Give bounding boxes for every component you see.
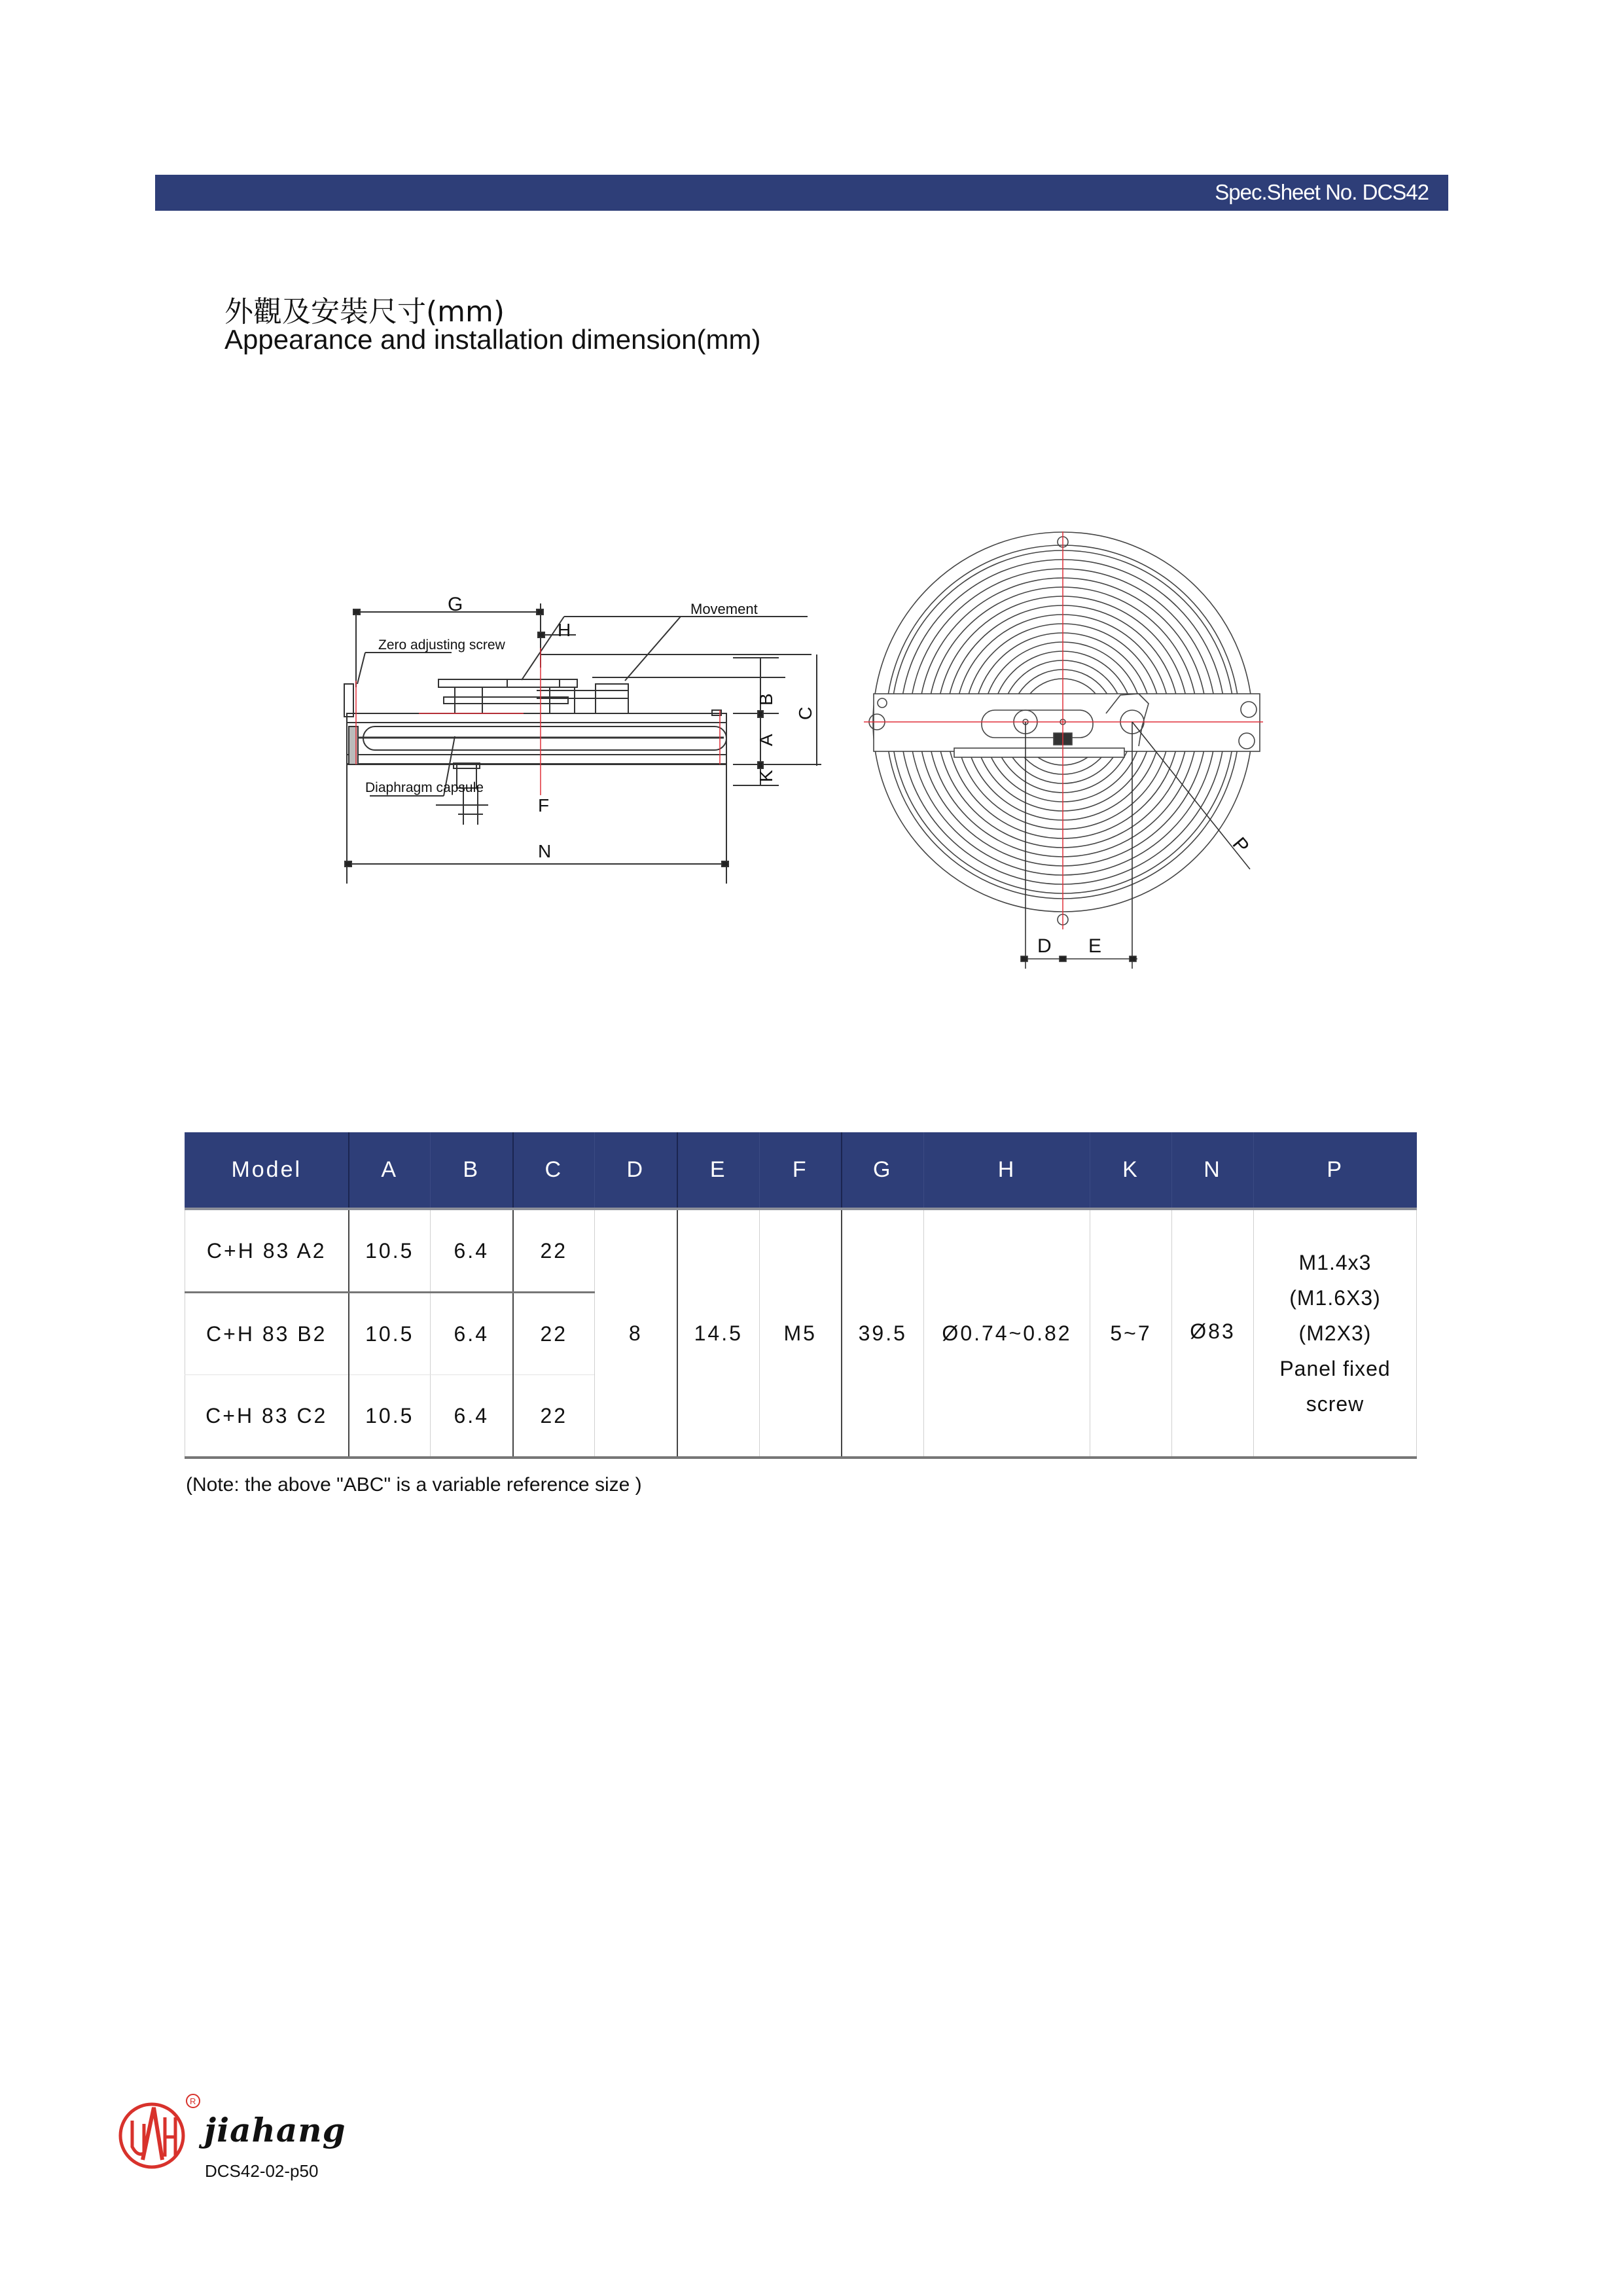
table-row: [185, 1209, 1417, 1293]
col-header-f: F: [760, 1132, 842, 1209]
cell-b: 6.4: [431, 1293, 513, 1375]
cell-f: M5: [760, 1209, 842, 1458]
label-e: E: [1088, 935, 1102, 957]
col-header-n: N: [1172, 1132, 1254, 1209]
cell-b: 6.4: [431, 1375, 513, 1458]
dimension-drawing: [0, 0, 1623, 1047]
cell-a: 10.5: [349, 1375, 431, 1458]
col-header-k: K: [1090, 1132, 1172, 1209]
cell-a: 10.5: [349, 1293, 431, 1375]
cell-p-line: (M2X3): [1298, 1321, 1372, 1345]
label-a: A: [756, 734, 776, 746]
col-header-d: D: [595, 1132, 677, 1209]
label-n: N: [538, 841, 552, 861]
document-code: DCS42-02-p50: [205, 2161, 319, 2181]
cell-p-line: M1.4x3: [1298, 1251, 1372, 1274]
label-b: B: [756, 693, 776, 706]
col-header-p: P: [1254, 1132, 1417, 1209]
cell-p: [1254, 1209, 1417, 1458]
col-header-model: Model: [185, 1132, 349, 1209]
label-h: H: [558, 620, 571, 640]
svg-text:R: R: [190, 2096, 196, 2106]
col-header-g: G: [842, 1132, 924, 1209]
label-d: D: [1037, 935, 1052, 957]
table-note: (Note: the above "ABC" is a variable reference size ): [186, 1474, 642, 1496]
brand-name: jiahang: [204, 2111, 346, 2149]
cell-p-line: (M1.6X3): [1289, 1286, 1381, 1310]
table-header-row: [185, 1132, 1417, 1209]
cell-g: 39.5: [842, 1209, 924, 1458]
section-title-chinese: 外觀及安裝尺寸(mm): [224, 295, 505, 329]
spec-table: [185, 1132, 1417, 1459]
label-zero-screw: Zero adjusting screw: [378, 637, 505, 653]
cell-model: C+H 83 B2: [185, 1293, 349, 1375]
cell-p-line: screw: [1306, 1392, 1364, 1416]
cell-p-line: Panel fixed: [1279, 1357, 1391, 1380]
cell-a: 10.5: [349, 1209, 431, 1293]
cell-e: 14.5: [677, 1209, 760, 1458]
front-view-dims: [1021, 722, 1250, 969]
cell-c: 22: [513, 1375, 595, 1458]
col-header-b: B: [431, 1132, 513, 1209]
cell-k: 5~7: [1090, 1209, 1172, 1458]
spec-sheet-number: Spec.Sheet No. DCS42: [1215, 180, 1429, 204]
label-c: C: [795, 706, 815, 720]
cell-model: C+H 83 C2: [185, 1375, 349, 1458]
cell-b: 6.4: [431, 1209, 513, 1293]
label-p: P: [1228, 833, 1253, 857]
cell-h: Ø0.74~0.82: [924, 1209, 1090, 1458]
label-diaphragm: Diaphragm capsule: [365, 780, 484, 795]
col-header-c: C: [513, 1132, 595, 1209]
cell-n: Ø83: [1172, 1209, 1254, 1458]
label-k: K: [756, 770, 776, 782]
cell-d: 8: [595, 1209, 677, 1458]
front-view-labels: [1037, 833, 1253, 957]
jiahang-logo-icon: [118, 2091, 203, 2176]
side-view-centerlines: [356, 648, 720, 795]
col-header-a: A: [349, 1132, 431, 1209]
label-f: F: [538, 795, 550, 816]
col-header-e: E: [677, 1132, 760, 1209]
section-title-english: Appearance and installation dimension(mm): [224, 324, 761, 355]
cell-model: C+H 83 A2: [185, 1209, 349, 1293]
cell-c: 22: [513, 1209, 595, 1293]
cell-c: 22: [513, 1293, 595, 1375]
front-view: [869, 532, 1260, 925]
col-header-h: H: [924, 1132, 1090, 1209]
label-movement: Movement: [690, 601, 758, 617]
side-view-labels: [365, 594, 815, 861]
label-g: G: [448, 594, 463, 615]
